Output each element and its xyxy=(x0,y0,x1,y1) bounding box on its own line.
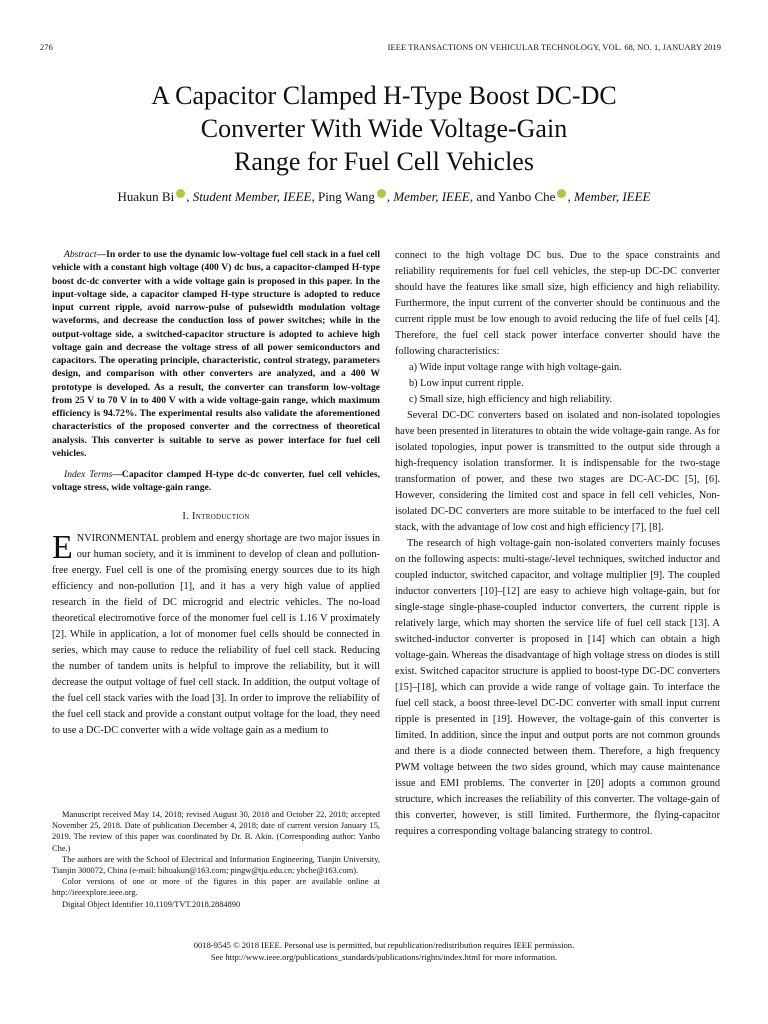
author-name: Yanbo Che xyxy=(497,189,556,204)
footnote-affiliation: The authors are with the School of Electrical and Information Engineering, Tianjin University, Tianjin 300072, China (e-mail: bihuakun@163.com; pingw@tju.edu.cn; ybche@163.com). xyxy=(52,854,380,876)
page-number: 276 xyxy=(40,43,53,52)
footnote-manuscript: Manuscript received May 14, 2018; revised August 30, 2018 and October 22, 2018; accepted November 25, 2018. Date of publication December 4, 2018; date of current version January 15, 2019. The review of this paper was coordinated by Dr. B. Akin. (Corresponding author: Yanbo Che.) xyxy=(52,810,380,853)
abstract-label: Abstract xyxy=(64,249,97,260)
orcid-icon[interactable] xyxy=(557,189,566,198)
journal-header: IEEE TRANSACTIONS ON VEHICULAR TECHNOLOGY, VOL. 68, NO. 1, JANUARY 2019 xyxy=(387,43,721,52)
list-item: b) Low input current ripple. xyxy=(409,378,524,389)
author-role: Student Member, IEEE xyxy=(192,189,312,204)
copyright-line: See http://www.ieee.org/publications_standards/publications/rights/index.html for more information. xyxy=(210,951,558,962)
abstract-text: —In order to use the dynamic low-voltage fuel cell stack in a fuel cell vehicle with a constant high voltage (400 V) dc bus, a capacitor-clamped H-type boost dc-dc converter with a wide voltage gain is proposed in this paper. In the input-voltage side, a capacitor clamped H-type structure is adopted to reduce input current ripple, avoid narrow-pulse of pulsewidth modulation voltage waveforms, and decrease the conduction loss of power switches; while in the output-voltage side, a switched-capacitor structure is adopted to achieve high voltage gain and decrease the voltage stress of all power semiconductors and capacitors. The operating principle, characteristic, control strategy, parameters design, and comparison with other converters are analyzed, and a 400 W prototype is developed. As a result, the converter can transform low-voltage from 25 V to 70 V in to 400 V with a wide voltage-gain range, which maximum efficiency is 94.72%. The experimental results also validate the aforementioned characteristics of the proposed converter and the correctness of theoretical analysis. This converter is suitable to serve as power interface for fuel cell vehicles. xyxy=(52,249,380,459)
index-terms-text: —Capacitor clamped H-type dc-dc converter, fuel cell vehicles, voltage stress, wide voltage-gain range. xyxy=(52,469,380,494)
index-terms xyxy=(52,468,380,495)
paragraph: Several DC-DC converters based on isolated and non-isolated topologies have been presented in literatures to obtain the wide voltage-gain range. As for isolated topologies, input power is transmitted to the output side through a high-frequency isolation transformer. It is indispensable for the two-stage transformation of power, and these two stages are DC-AC-DC [5], [6]. However, considering the limited cost and space in fell cell vehicles, Non-isolated DC-DC converters are more suitable to be interfaced to the fuel cell stack, with the advantage of low cost and high efficiency [7], [8]. xyxy=(395,410,720,533)
list-item: a) Wide input voltage range with high voltage-gain. xyxy=(409,362,622,373)
paragraph-continued: connect to the high voltage DC bus. Due to the space constraints and reliability requirements for fuel cell vehicles, the step-up DC-DC converter should have the features like small size, high efficiency and high reliability. Furthermore, the input current of the converter should be continuous and the current ripple must be low enough to avoid reducing the life of fuel cells [4]. Therefore, the fuel cell stack power interface converter should have the following characteristics: xyxy=(395,250,720,357)
author-role: Member, IEEE xyxy=(573,189,651,204)
title-line-2: Converter With Wide Voltage-Gain xyxy=(200,114,568,143)
author-name: Ping Wang xyxy=(317,189,375,204)
intro-paragraph xyxy=(52,528,380,739)
drop-cap: E xyxy=(52,528,73,566)
orcid-icon[interactable] xyxy=(176,189,185,198)
list-item: c) Small size, high efficiency and high reliability. xyxy=(409,394,613,405)
title-line-3: Range for Fuel Cell Vehicles xyxy=(234,147,534,176)
intro-text: problem and energy shortage are two major issues in our human society, and it is imminent to develop of clean and pollution-free energy. Fuel cell is one of the promising energy sources due to its high efficiency and non-pollution [1], and it has a very high value of applied research in the field of DC microgrid and electric vehicles. The no-load theoretical electromotive force of the monomer fuel cell is 1.16 V proximately [2]. While in application, a lot of monomer fuel cells should be connected in series, which may cause to reduce the reliability of fuel cell stack. Reducing the number of tandem units is helpful to improve the reliability, but it will decrease the output voltage of fuel cell stack. In addition, the output voltage of the fuel cell stack varies with the load [3]. In order to improve the reliability of the fuel cell stack and provide a constant output voltage for the load, they need to use a DC-DC converter with a wide voltage gain as a medium to xyxy=(52,532,380,736)
paragraph: The research of high voltage-gain non-isolated converters mainly focuses on the following aspects: multi-stage/-level techniques, switched inductor and coupled inductor, switched capacitor, and voltage multiplier [9]. The coupled inductor converters [10]–[12] are easy to achieve high voltage-gain, but for single-stage single-phase-coupled inductor converters, the current ripple is relatively large, which may shorten the service life of fuel cell stack [13]. A switched-inductor converter is proposed in [14] which can obtain a high voltage-gain. Whereas the disadvantage of high voltage stress on diodes is still exist. Switched capacitor structure is applied to boost-type DC-DC converters [15]–[18], which can provide a wide range of voltage gain. To interface the fuel cell stack, a boost three-level DC-DC converter with small input current ripple is presented in [19]. However, the voltage-gain of this converter is limited. In addition, since the input and output ports are not common grounds and there is a diode connected between them. Therefore, a high frequency PWM voltage between the two sides ground, which may cause maintenance issue and EMI problems. The converter in [20] adopts a common ground structure, which increases the reliability of this converter. The voltage-gain of this converter, however, is still limited. Furthermore, the flying-capacitor requires a corresponding voltage balancing strategy to control. xyxy=(395,538,720,837)
orcid-icon[interactable] xyxy=(377,189,386,198)
paper-title xyxy=(40,79,728,178)
author-role: Member, IEEE xyxy=(393,189,470,204)
copyright-line: 0018-9545 © 2018 IEEE. Personal use is permitted, but republication/redistribution requires IEEE permission. xyxy=(193,940,575,950)
author-list: Huakun Bi , Student Member, IEEE, Ping Wang , Member, IEEE, and Yanbo Che , Member, IEEE xyxy=(117,189,651,204)
author-separator: , xyxy=(311,189,318,204)
left-column xyxy=(52,248,380,739)
section-heading xyxy=(52,509,380,525)
right-column xyxy=(395,248,720,840)
author-separator: , and xyxy=(469,189,498,204)
section-title: Introduction xyxy=(192,510,250,522)
copyright-notice xyxy=(40,940,728,963)
first-word: NVIRONMENTAL xyxy=(76,532,159,544)
abstract xyxy=(52,248,380,460)
section-number: I. xyxy=(182,510,190,522)
footnotes xyxy=(52,809,380,910)
author-name: Huakun Bi xyxy=(117,189,175,204)
index-terms-label: Index Terms xyxy=(64,469,113,480)
footnote-color: Color versions of one or more of the figures in this paper are available online at http://ieeexplore.ieee.org. xyxy=(52,877,380,898)
footnote-doi: Digital Object Identifier 10.1109/TVT.2018.2884890 xyxy=(62,899,241,909)
title-line-1: A Capacitor Clamped H-Type Boost DC-DC xyxy=(151,81,617,110)
